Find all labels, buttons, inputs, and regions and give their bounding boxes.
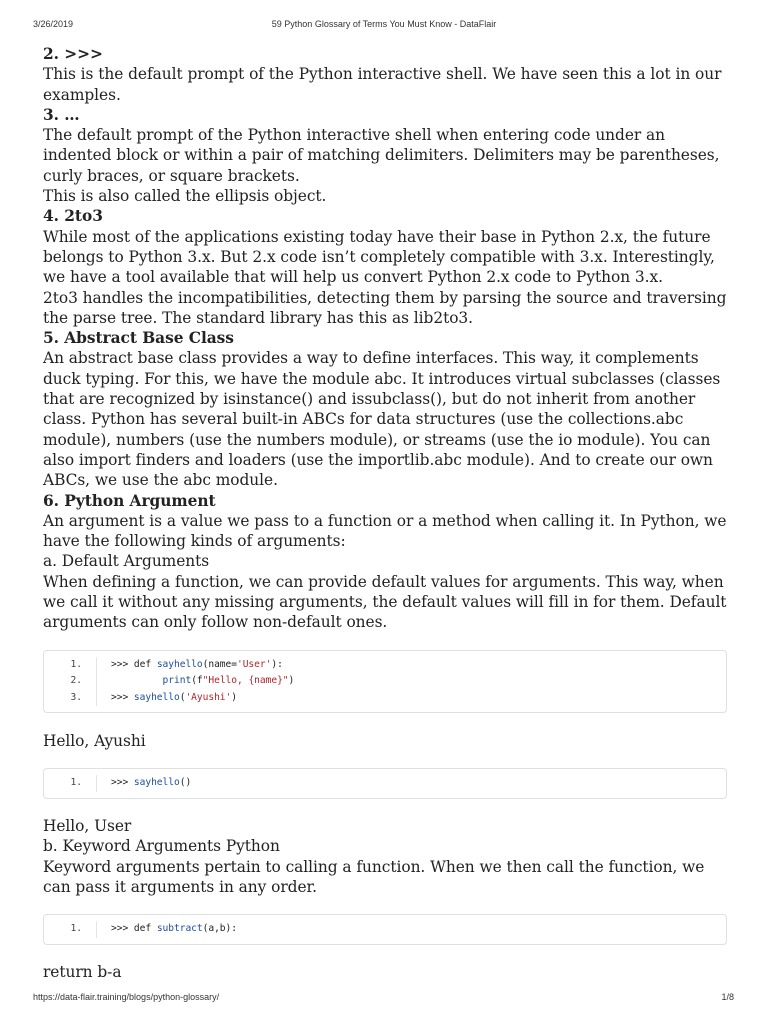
code-block[interactable] <box>43 768 727 799</box>
page-url: https://data-flair.training/blogs/python-glossary/ <box>33 992 220 1002</box>
code-function-name: sayhello <box>156 658 203 670</box>
code-text: ) <box>231 691 237 703</box>
code-output: Hello, Ayushi <box>43 732 146 751</box>
code-text: ): <box>271 658 283 670</box>
print-footer <box>0 992 768 1012</box>
code-output: Hello, User <box>43 816 132 835</box>
code-text: (a,b): <box>202 923 237 935</box>
paragraph: Keyword arguments pertain to calling a function. When we then call the function, we can pass it arguments in any order. <box>43 857 705 896</box>
code-line <box>44 657 726 674</box>
print-date: 3/26/2019 <box>33 19 74 29</box>
line-number: 1. <box>44 657 97 674</box>
paragraph: An abstract base class provides a way to define interfaces. This way, it complements duck typing. For this, we have the module abc. It introduces virtual subclasses (classes that are recognized by isinstance() and issubclass(), but do not inherit from another class. Python has several built-in ABCs for data structures (use the collections.abc module), numbers (use the numbers module), or streams (use the io module). You can also import finders and loaders (use the importlib.abc module). And to create our own ABCs, we use the abc module. <box>43 349 721 490</box>
paragraph: When defining a function, we can provide default values for arguments. This way, when we call it without any missing arguments, the default values will fill in for them. Default arguments can only follow non-default ones. <box>43 572 727 632</box>
heading-section-4: 4. 2to3 <box>43 207 103 226</box>
code-block[interactable] <box>43 650 727 714</box>
code-text: () <box>179 777 192 789</box>
code-prompt: >>> def <box>111 923 157 935</box>
code-line <box>44 690 726 707</box>
code-line <box>44 921 726 938</box>
paragraph: This is also called the ellipsis object. <box>43 187 327 206</box>
code-prompt: >>> def <box>111 658 157 670</box>
code-text: ( <box>179 691 186 703</box>
code-function-name: sayhello <box>133 777 180 789</box>
code-output: return b-a <box>43 962 122 981</box>
heading-section-5: 5. Abstract Base Class <box>43 329 234 348</box>
code-function-name: print <box>162 675 192 687</box>
code-indent <box>111 675 163 686</box>
print-header <box>0 0 768 30</box>
code-prompt: >>> <box>111 777 134 789</box>
subheading-keyword-arguments: b. Keyword Arguments Python <box>43 837 280 856</box>
code-prompt: >>> <box>111 691 134 703</box>
subheading-default-arguments: a. Default Arguments <box>43 552 210 571</box>
code-string: "Hello, {name}" <box>202 675 289 687</box>
code-function-name: subtract <box>156 923 203 935</box>
heading-section-3: 3. … <box>43 105 80 124</box>
code-text: (f <box>191 675 203 687</box>
code-function-name: sayhello <box>133 691 180 703</box>
code-line <box>44 673 726 690</box>
paragraph: While most of the applications existing today have their base in Python 2.x, the future belongs to Python 3.x. But 2.x code isn’t completely compatible with 3.x. Interestingly, we have a tool available that will help us convert Python 2.x code to Python 3.x. <box>43 227 715 287</box>
paragraph: An argument is a value we pass to a function or a method when calling it. In Python, we have the following kinds of arguments: <box>43 511 727 551</box>
page-number: 1/8 <box>721 992 734 1002</box>
article-body <box>43 44 727 982</box>
heading-section-6: 6. Python Argument <box>43 491 216 510</box>
line-number: 1. <box>44 775 97 792</box>
code-line <box>44 775 726 792</box>
line-number: 2. <box>44 673 97 690</box>
code-block[interactable] <box>43 914 727 945</box>
code-string: 'User' <box>236 658 272 670</box>
code-string: 'Ayushi' <box>185 691 232 703</box>
code-text: (name= <box>202 658 237 670</box>
paragraph: 2to3 handles the incompatibilities, detecting them by parsing the source and traversing the parse tree. The standard library has this as lib2to3. <box>43 288 727 327</box>
line-number: 1. <box>44 921 97 938</box>
heading-section-2: 2. >>> <box>43 45 103 63</box>
page-title: 59 Python Glossary of Terms You Must Know - DataFlair <box>271 19 497 29</box>
line-number: 3. <box>44 690 97 707</box>
code-text: ) <box>288 675 295 687</box>
paragraph: This is the default prompt of the Python interactive shell. We have seen this a lot in our examples. <box>43 65 722 104</box>
paragraph: The default prompt of the Python interactive shell when entering code under an indented block or within a pair of matching delimiters. Delimiters may be parentheses, curly braces, or square brackets. <box>43 126 720 185</box>
